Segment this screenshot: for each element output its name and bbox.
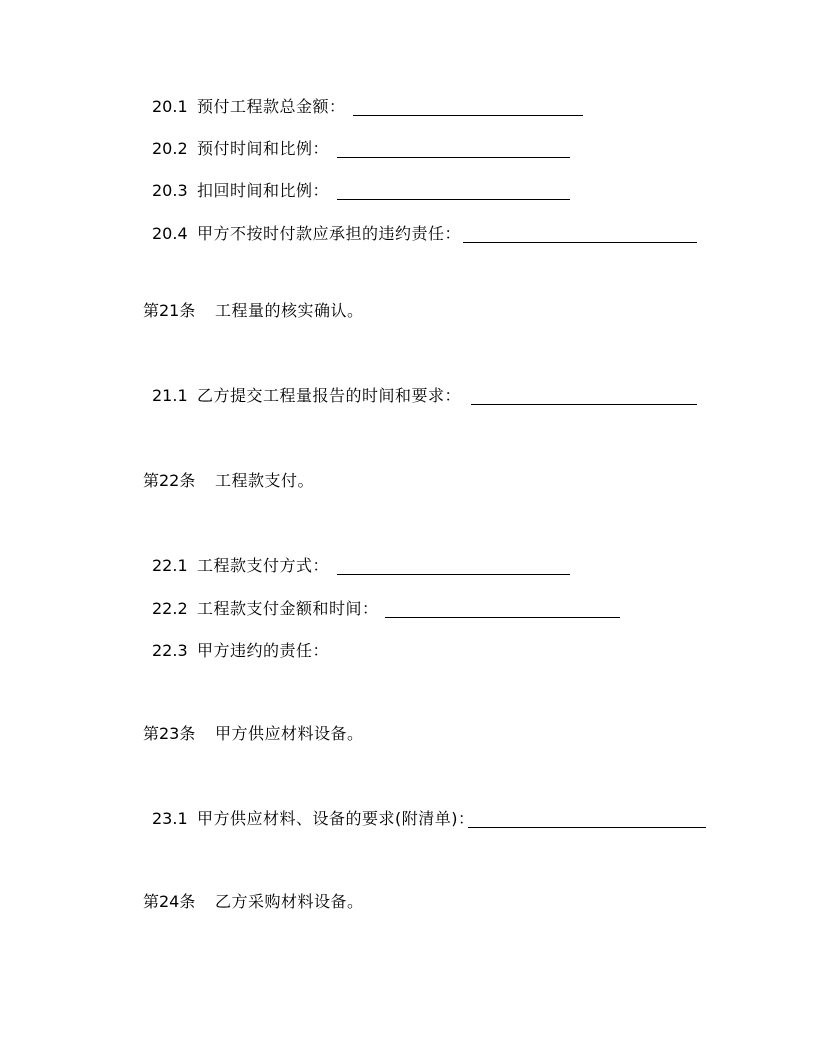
fill-in-blank-20-4[interactable] [463, 241, 697, 243]
clause-label: 预付时间和比例： [197, 139, 330, 158]
article-title: 甲方供应材料设备。 [215, 724, 364, 743]
clause-number: 22.2 [152, 599, 188, 618]
article-number: 第23条 [143, 724, 196, 743]
clause-number: 20.2 [152, 139, 188, 158]
clause-number: 20.1 [152, 97, 188, 116]
article-number: 第24条 [143, 892, 196, 911]
clause-line-20-1 [152, 98, 346, 116]
fill-in-blank-22-2[interactable] [385, 616, 620, 618]
clause-label: 工程款支付金额和时间： [197, 599, 379, 618]
clause-number: 23.1 [152, 809, 188, 828]
clause-number: 20.4 [152, 224, 188, 243]
clause-line-20-4 [152, 225, 461, 243]
clause-line-23-1 [152, 810, 475, 828]
clause-label: 工程款支付方式： [197, 556, 330, 575]
clause-label: 乙方提交工程量报告的时间和要求： [197, 386, 462, 405]
clause-line-20-3 [152, 182, 329, 200]
fill-in-blank-21-1[interactable] [471, 403, 697, 405]
article-heading-22 [143, 472, 314, 490]
article-heading-21 [143, 302, 364, 320]
clause-label: 甲方违约的责任： [197, 641, 330, 660]
clause-line-20-2 [152, 140, 329, 158]
clause-number: 22.1 [152, 556, 188, 575]
clause-number: 20.3 [152, 181, 188, 200]
fill-in-blank-20-1[interactable] [353, 114, 583, 116]
article-heading-24 [143, 893, 364, 911]
article-title: 乙方采购材料设备。 [215, 892, 364, 911]
clause-label: 甲方不按时付款应承担的违约责任： [197, 224, 462, 243]
clause-label: 扣回时间和比例： [197, 181, 330, 200]
article-number: 第21条 [143, 301, 196, 320]
fill-in-blank-22-1[interactable] [337, 573, 570, 575]
clause-line-22-1 [152, 557, 329, 575]
article-title: 工程款支付。 [215, 471, 315, 490]
clause-label: 预付工程款总金额： [197, 97, 346, 116]
clause-line-22-3 [152, 642, 329, 660]
article-number: 第22条 [143, 471, 196, 490]
clause-label: 甲方供应材料、设备的要求(附清单)： [197, 809, 475, 828]
fill-in-blank-23-1[interactable] [468, 826, 706, 828]
clause-number: 21.1 [152, 386, 188, 405]
fill-in-blank-20-3[interactable] [337, 198, 570, 200]
article-title: 工程量的核实确认。 [215, 301, 364, 320]
fill-in-blank-20-2[interactable] [337, 156, 570, 158]
article-heading-23 [143, 725, 364, 743]
clause-number: 22.3 [152, 641, 188, 660]
clause-line-21-1 [152, 387, 461, 405]
clause-line-22-2 [152, 600, 379, 618]
